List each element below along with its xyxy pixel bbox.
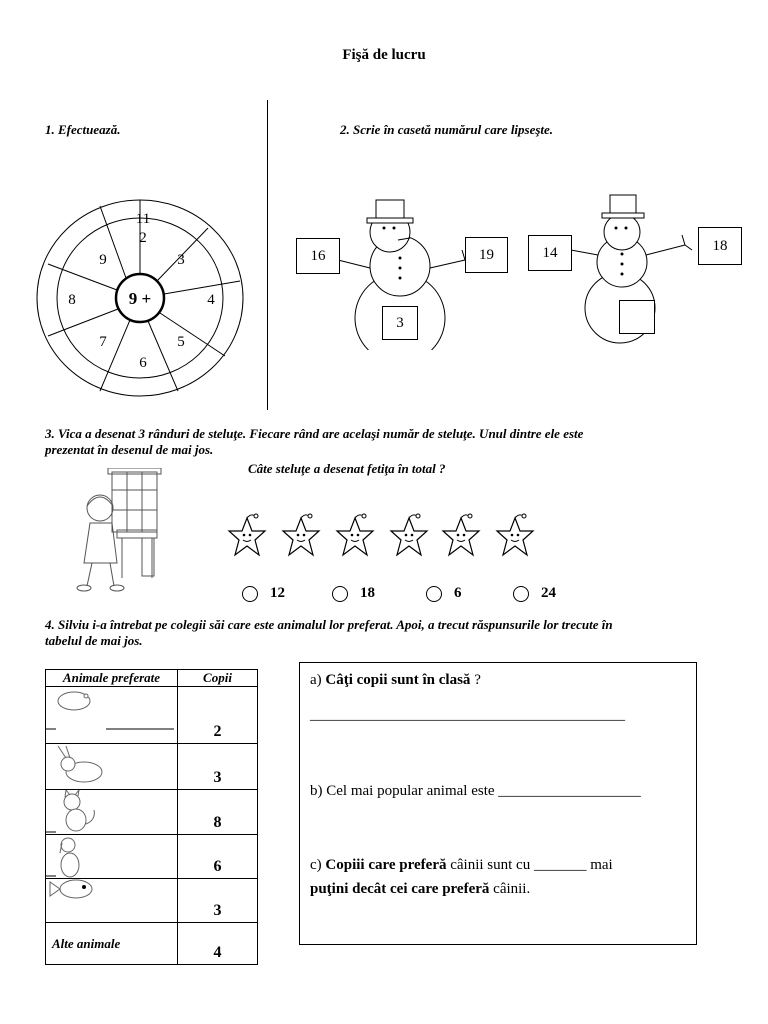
stars-row bbox=[225, 513, 540, 563]
question-c-bold2: puţini decât cei care preferă bbox=[310, 881, 490, 897]
answer-option-18[interactable] bbox=[332, 585, 375, 602]
radio-circle[interactable] bbox=[242, 586, 258, 602]
snowman2-answer-box[interactable] bbox=[619, 300, 655, 334]
question-a-text: Câţi copii sunt în clasă bbox=[325, 672, 471, 688]
animals-table bbox=[45, 669, 258, 965]
count-cell: 6 bbox=[178, 835, 258, 879]
question-a bbox=[310, 672, 481, 689]
ex1-label: 1. Efectuează. bbox=[45, 122, 121, 137]
radio-circle[interactable] bbox=[513, 586, 529, 602]
option-label: 6 bbox=[454, 585, 462, 601]
question-c-line2 bbox=[310, 881, 530, 898]
option-label: 18 bbox=[360, 585, 375, 601]
questions-box bbox=[299, 662, 697, 945]
count-cell: 3 bbox=[178, 879, 258, 923]
animal-cell-dog bbox=[46, 835, 178, 879]
wheel-inner: 5 bbox=[177, 334, 185, 350]
rabbit-icon bbox=[46, 744, 176, 789]
wheel-inner: 4 bbox=[207, 292, 215, 308]
dog-icon bbox=[46, 835, 176, 878]
wheel-outer-top: 11 bbox=[135, 211, 151, 227]
wheel-inner: 8 bbox=[68, 292, 76, 308]
question-b: b) Cel mai popular animal este ___________________ bbox=[310, 783, 641, 799]
count-cell: 3 bbox=[178, 744, 258, 790]
radio-circle[interactable] bbox=[426, 586, 442, 602]
snowman1-left-box: 16 bbox=[296, 238, 340, 274]
column-divider bbox=[267, 100, 268, 410]
snowman1-right-box: 19 bbox=[465, 237, 508, 273]
count-cell: 8 bbox=[178, 790, 258, 835]
question-c-prefix: c) bbox=[310, 857, 326, 873]
animal-cell-rabbit bbox=[46, 744, 178, 790]
header-count: Copii bbox=[178, 670, 258, 687]
count-cell: 4 bbox=[178, 923, 258, 965]
answer-option-6[interactable] bbox=[426, 585, 462, 602]
girl-drawing-illustration bbox=[72, 468, 172, 593]
ex3-text-line1: 3. Vica a desenat 3 rânduri de steluţe. Fiecare rând are acelaşi număr de steluţe. Unul dintre ele este bbox=[45, 426, 584, 441]
question-c-line1 bbox=[310, 857, 613, 874]
cat-icon bbox=[46, 790, 176, 834]
answer-option-24[interactable] bbox=[513, 585, 556, 602]
fish-icon bbox=[46, 879, 176, 922]
answer-line-a[interactable]: __________________________________________ bbox=[310, 707, 625, 723]
radio-circle[interactable] bbox=[332, 586, 348, 602]
ex4-text-line2: tabelul de mai jos. bbox=[45, 633, 143, 648]
wheel-inner: 6 bbox=[139, 355, 147, 371]
animal-cell-hamster bbox=[46, 687, 178, 744]
number-wheel bbox=[30, 196, 245, 406]
ex2-label: 2. Scrie în casetă numărul care lipseşte. bbox=[340, 122, 554, 137]
ex3-question: Câte steluţe a desenat fetiţa în total ? bbox=[248, 461, 446, 476]
question-c-rest2: câinii. bbox=[489, 881, 531, 897]
wheel-inner: 2 bbox=[139, 230, 147, 246]
wheel-inner: 9 bbox=[99, 252, 107, 268]
wheel-inner: 3 bbox=[177, 252, 185, 268]
snowman1-body-box: 3 bbox=[382, 306, 418, 340]
snowman2-right-box: 18 bbox=[698, 227, 742, 265]
ex1-center: 9 + bbox=[128, 289, 152, 308]
header-animal: Animale preferate bbox=[46, 670, 178, 687]
hamster-icon bbox=[46, 687, 176, 743]
answer-option-12[interactable] bbox=[242, 585, 285, 602]
option-label: 24 bbox=[541, 585, 556, 601]
question-c-bold1: Copiii care preferă bbox=[325, 857, 447, 873]
animal-cell-cat bbox=[46, 790, 178, 835]
ex3-text bbox=[45, 426, 745, 458]
other-animals-label: Alte animale bbox=[46, 923, 178, 965]
wheel-inner: 7 bbox=[99, 334, 107, 350]
count-cell: 2 bbox=[178, 687, 258, 744]
question-c-rest1: câinii sunt cu _______ mai bbox=[446, 857, 613, 873]
page-title: Fişă de lucru bbox=[342, 47, 426, 63]
ex4-text bbox=[45, 617, 745, 649]
ex4-text-line1: 4. Silviu i-a întrebat pe colegii săi care este animalul lor preferat. Apoi, a trecut răspunsurile lor trecute în bbox=[45, 617, 613, 632]
option-label: 12 bbox=[270, 585, 285, 601]
animal-cell-fish bbox=[46, 879, 178, 923]
ex3-text-line2: prezentat în desenul de mai jos. bbox=[45, 442, 214, 457]
question-a-prefix: a) bbox=[310, 672, 326, 688]
snowman2-left-box: 14 bbox=[528, 235, 572, 271]
question-a-suffix: ? bbox=[470, 672, 481, 688]
